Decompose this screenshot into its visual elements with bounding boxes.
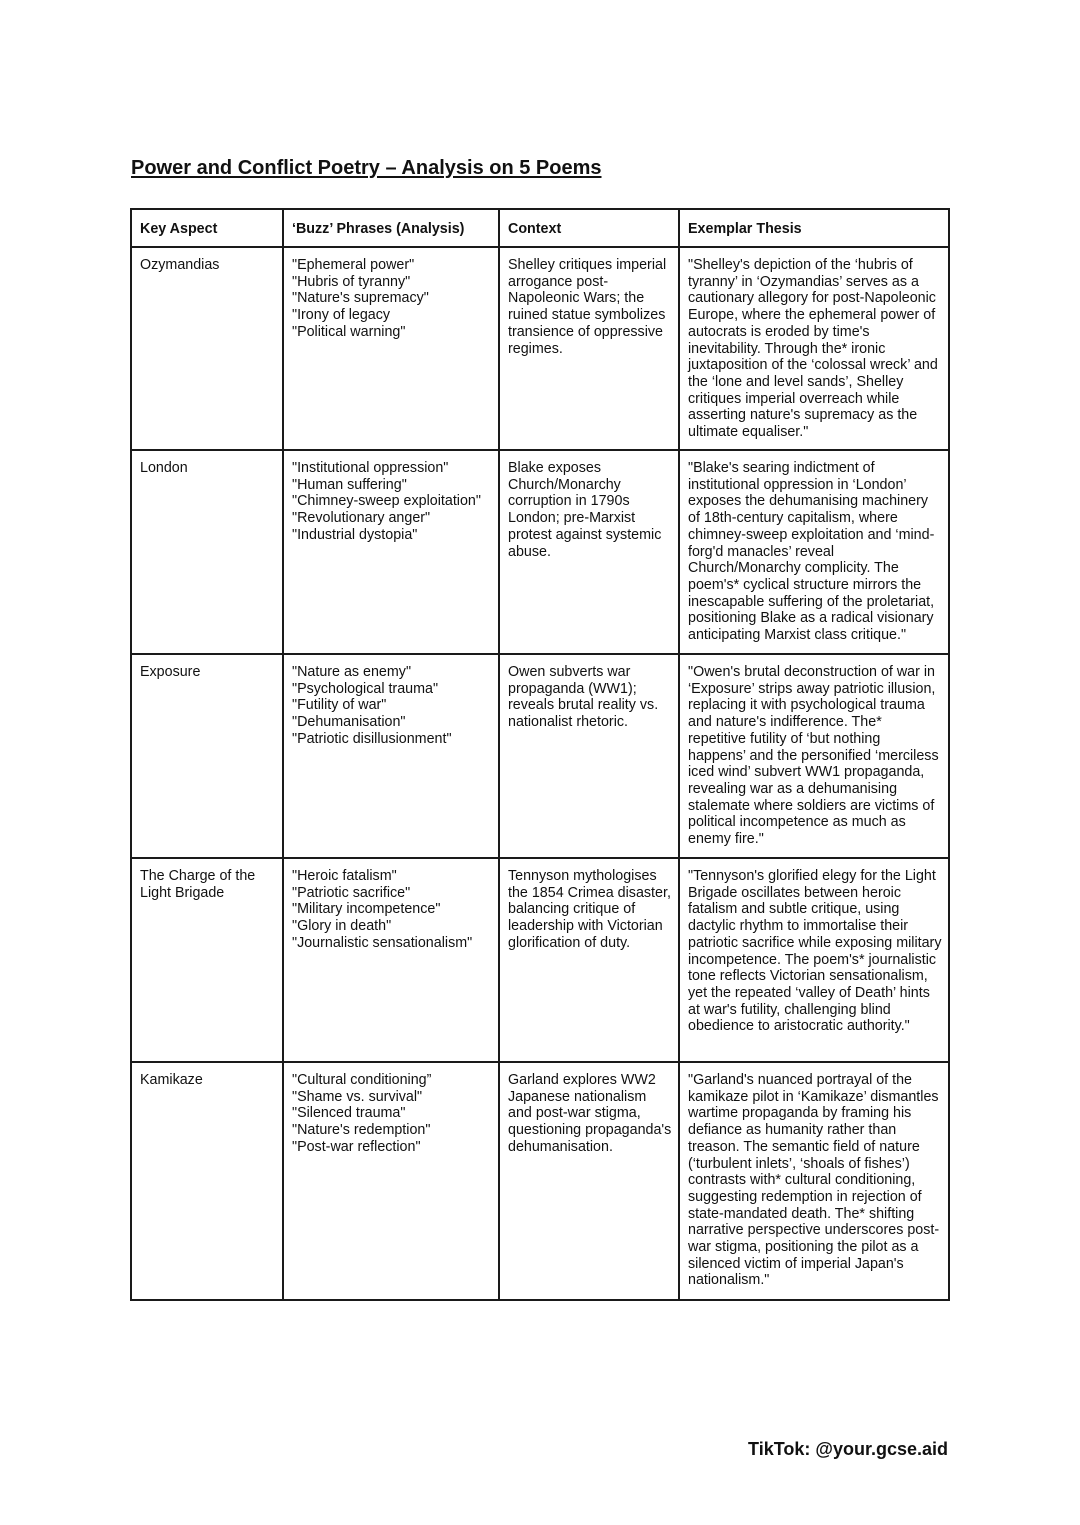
document-title: Power and Conflict Poetry – Analysis on 5 Poems [131, 157, 602, 179]
buzz-phrase: "Journalistic sensationalism" [292, 934, 473, 951]
header-exemplar-thesis: Exemplar Thesis [679, 209, 949, 247]
buzz-phrase: "Institutional oppression" [292, 460, 449, 476]
buzz-phrases-cell [283, 247, 499, 450]
buzz-phrases-cell [283, 450, 499, 654]
buzz-phrase: "Nature's supremacy" [292, 290, 429, 307]
table-row [131, 1062, 949, 1300]
buzz-phrase: "Revolutionary anger" [292, 510, 431, 527]
buzz-phrase: "Dehumanisation" [292, 714, 406, 731]
buzz-phrase: "Military incompetence" [292, 901, 441, 918]
header-context: Context [499, 209, 679, 247]
buzz-phrase: "Post-war reflection" [292, 1138, 421, 1155]
buzz-phrases-cell [283, 858, 499, 1062]
header-key-aspect: Key Aspect [131, 209, 283, 247]
analysis-table [130, 208, 950, 1301]
thesis-cell: "Owen's brutal deconstruction of war in ‘Exposure’ strips away patriotic illusion, replacing it with psychological trauma and nature's indifference. The* repetitive futility of ‘but nothing happens’ and the personified ‘merciless iced wind’ subvert WW1 propaganda, revealing war as a dehumanising stalemate where soldiers are victims of political incompetence as much as enemy fire." [679, 654, 949, 858]
thesis-cell: "Garland's nuanced portrayal of the kamikaze pilot in ‘Kamikaze’ dismantles wartime propaganda by framing his defiance as humanity rather than treason. The semantic field of nature (‘turbulent inlets’, ‘shoals of fishes’) contrasts with* cultural conditioning, suggesting redemption in rejection of state-mandated death. The* shifting narrative perspective underscores post-war stigma, positioning the pilot as a silenced victim of imperial Japan's nationalism." [679, 1062, 949, 1300]
buzz-phrase: "Hubris of tyranny" [292, 273, 411, 290]
buzz-phrases-cell [283, 1062, 499, 1300]
context-cell: Garland explores WW2 Japanese nationalism and post-war stigma, questioning propaganda's dehumanisation. [499, 1062, 679, 1300]
buzz-phrase: "Nature as enemy" [292, 664, 412, 680]
buzz-phrase: "Silenced trauma" [292, 1105, 406, 1122]
context-cell: Owen subverts war propaganda (WW1); reveals brutal reality vs. nationalist rhetoric. [499, 654, 679, 858]
buzz-phrase: "Shame vs. survival" [292, 1088, 423, 1105]
buzz-phrase: "Political warning" [292, 323, 406, 340]
context-cell: Tennyson mythologises the 1854 Crimea disaster, balancing critique of leadership with Victorian glorification of duty. [499, 858, 679, 1062]
buzz-phrase: "Psychological trauma" [292, 680, 439, 697]
table-row [131, 247, 949, 450]
thesis-cell: "Shelley's depiction of the ‘hubris of tyranny’ in ‘Ozymandias’ serves as a cautionary allegory for post-Napoleonic Europe, where the ephemeral power of autocrats is eroded by time's inevitability. Through the* ironic juxtaposition of the ‘colossal wreck’ and the ‘lone and level sands’, Shelley critiques imperial overreach while asserting nature's supremacy as the ultimate equaliser." [679, 247, 949, 450]
poem-name: The Charge of the Light Brigade [131, 858, 283, 1062]
buzz-phrase: "Heroic fatalism" [292, 868, 397, 884]
table-row [131, 858, 949, 1062]
context-cell: Blake exposes Church/Monarchy corruption in 1790s London; pre-Marxist protest against systemic abuse. [499, 450, 679, 654]
thesis-cell: "Tennyson's glorified elegy for the Light Brigade oscillates between heroic fatalism and subtle critique, using dactylic rhythm to immortalise their patriotic sacrifice while exposing military incompetence. The poem's* journalistic tone reflects Victorian sensationalism, yet the repeated ‘valley of Death’ hints at war's futility, challenging blind obedience to aristocratic authority." [679, 858, 949, 1062]
footer-credit: TikTok: @your.gcse.aid [748, 1439, 948, 1459]
table-row [131, 654, 949, 858]
table-row [131, 450, 949, 654]
header-buzz-phrases: ‘Buzz’ Phrases (Analysis) [283, 209, 499, 247]
buzz-phrase: "Nature's redemption" [292, 1122, 431, 1139]
poem-name: Kamikaze [131, 1062, 283, 1300]
thesis-cell: "Blake's searing indictment of institutional oppression in ‘London’ exposes the dehumanising machinery of 18th-century capitalism, where chimney-sweep exploitation and ‘mind-forg'd manacles’ reveal Church/Monarchy complicity. The poem's* cyclical structure mirrors the inescapable suffering of the proletariat, positioning Blake as a radical visionary anticipating Marxist class critique." [679, 450, 949, 654]
buzz-phrase: "Industrial dystopia" [292, 526, 418, 543]
buzz-phrases-cell [283, 654, 499, 858]
buzz-phrase: "Cultural conditioning” [292, 1072, 432, 1088]
poem-name: Exposure [131, 654, 283, 858]
buzz-phrase: "Ephemeral power" [292, 257, 415, 273]
poem-name: Ozymandias [131, 247, 283, 450]
buzz-phrase: "Irony of legacy [292, 307, 391, 324]
buzz-phrase: "Glory in death" [292, 918, 392, 935]
poem-name: London [131, 450, 283, 654]
context-cell: Shelley critiques imperial arrogance post-Napoleonic Wars; the ruined statue symbolizes transience of oppressive regimes. [499, 247, 679, 450]
buzz-phrase: "Chimney-sweep exploitation" [292, 493, 481, 510]
buzz-phrase: "Human suffering" [292, 476, 407, 493]
buzz-phrase: "Patriotic sacrifice" [292, 884, 411, 901]
table-header-row [131, 209, 949, 247]
buzz-phrase: "Futility of war" [292, 697, 387, 714]
buzz-phrase: "Patriotic disillusionment" [292, 730, 452, 747]
